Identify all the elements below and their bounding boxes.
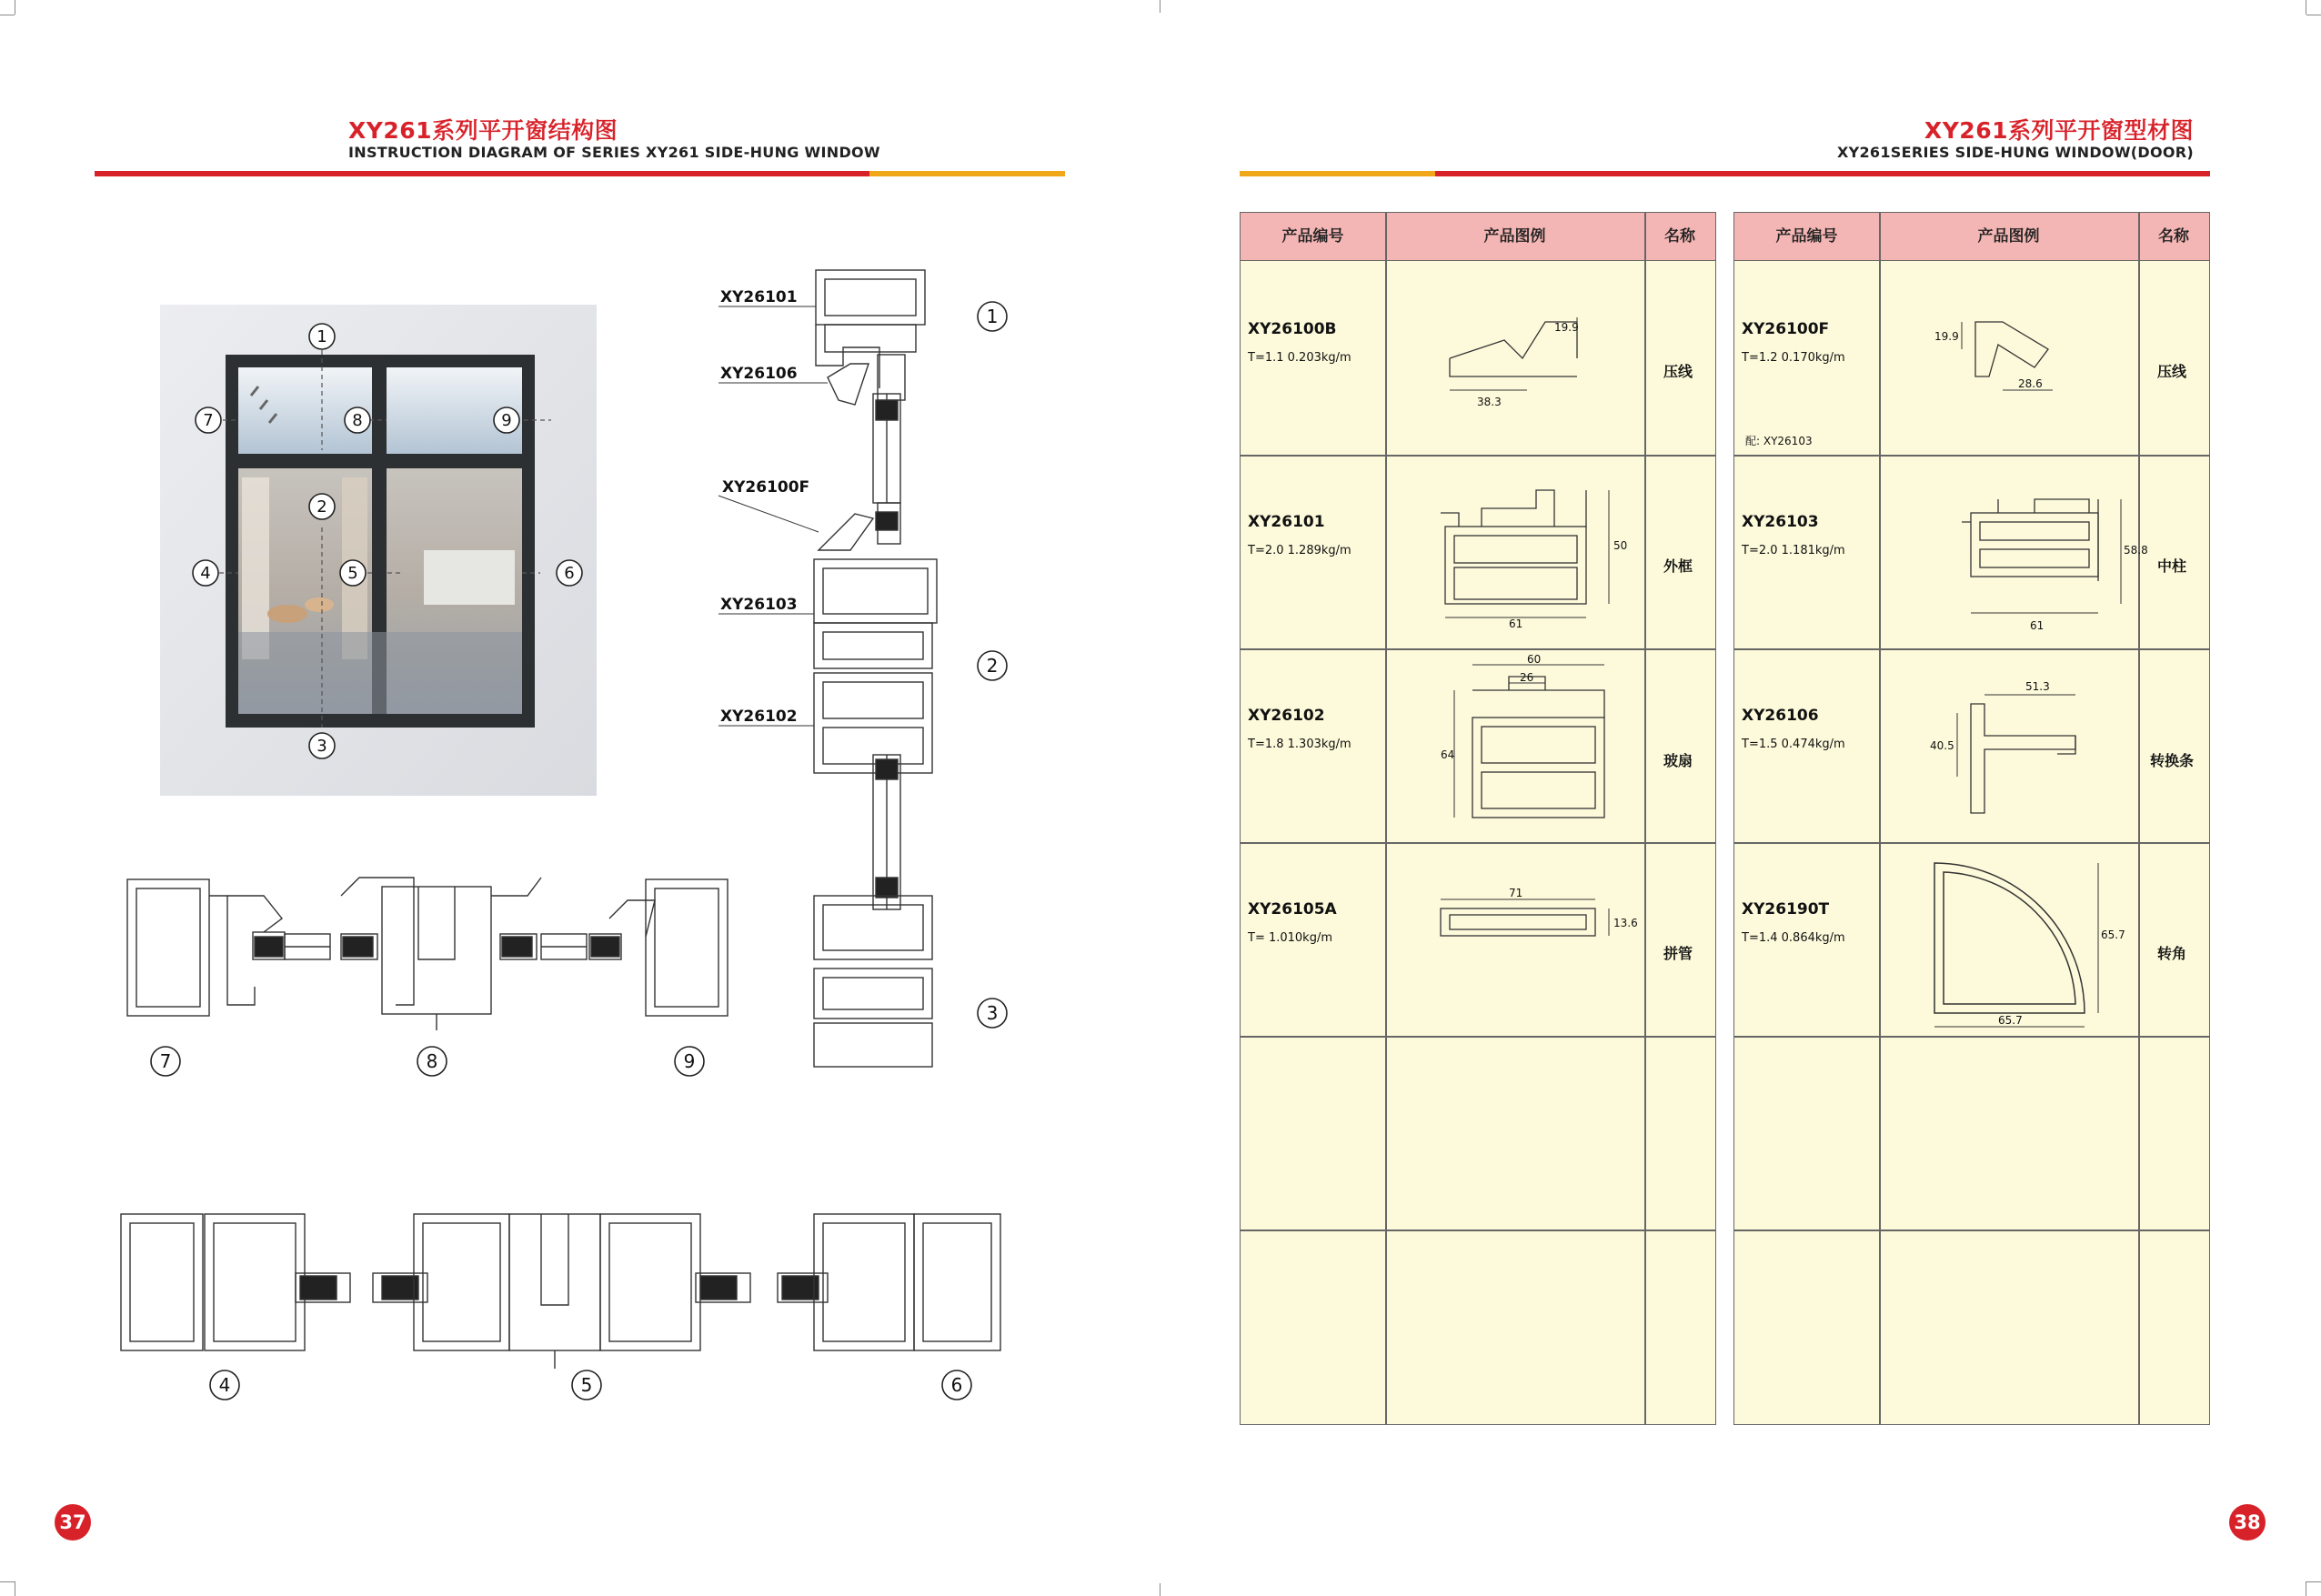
label-xy26102: XY26102 xyxy=(720,708,798,726)
profile-xy26105a-drawing xyxy=(1432,886,1641,977)
profile-xy26106-drawing xyxy=(1916,668,2135,822)
table-row-code: XY26190T xyxy=(1742,900,1830,918)
profile-table-left xyxy=(1240,212,1716,1425)
window-callouts xyxy=(160,305,597,814)
table-row-name: 转角 xyxy=(2156,945,2186,962)
table-row-name: 玻扇 xyxy=(1663,752,1693,769)
left-page-title-en: INSTRUCTION DIAGRAM OF SERIES XY261 SIDE-HUNG WINDOW xyxy=(348,144,880,161)
dim-value: 50 xyxy=(1613,539,1628,552)
header-product-code: 产品编号 xyxy=(1775,227,1838,246)
left-title-rule-accent xyxy=(869,171,1065,176)
table-row-spec: T=1.5 0.474kg/m xyxy=(1742,738,1845,751)
svg-text:5: 5 xyxy=(580,1374,593,1396)
header-name: 名称 xyxy=(1664,227,1695,246)
svg-text:3: 3 xyxy=(986,1002,999,1024)
dim-value: 51.3 xyxy=(2025,680,2050,693)
svg-text:9: 9 xyxy=(501,411,512,430)
dim-value: 40.5 xyxy=(1930,739,1954,752)
left-page-title-cn: XY261系列平开窗结构图 xyxy=(348,117,618,144)
header-product-code: 产品编号 xyxy=(1281,227,1344,246)
left-title-rule xyxy=(95,171,869,176)
label-xy26103: XY26103 xyxy=(720,596,798,614)
dim-value: 19.9 xyxy=(1554,321,1579,334)
header-product-drawing: 产品图例 xyxy=(1483,227,1546,246)
profile-xy26100f-drawing xyxy=(1934,304,2080,413)
dim-value: 28.6 xyxy=(2018,377,2043,390)
profile-xy26102-drawing xyxy=(1418,654,1636,836)
profile-xy26190t-drawing xyxy=(1921,849,2130,1031)
svg-text:6: 6 xyxy=(950,1374,963,1396)
profile-table-right xyxy=(1733,212,2210,1425)
dim-value: 19.9 xyxy=(1934,330,1959,343)
svg-text:8: 8 xyxy=(426,1050,438,1072)
svg-text:7: 7 xyxy=(159,1050,172,1072)
dim-value: 58.8 xyxy=(2124,544,2148,557)
right-title-rule-accent xyxy=(1240,171,1435,176)
table-row-name: 压线 xyxy=(2156,363,2186,380)
svg-text:1: 1 xyxy=(316,327,327,346)
right-page-title-en: XY261SERIES SIDE-HUNG WINDOW(DOOR) xyxy=(1836,144,2194,161)
table-row-spec: T=2.0 1.289kg/m xyxy=(1248,544,1351,557)
svg-text:6: 6 xyxy=(564,564,575,583)
svg-text:2: 2 xyxy=(986,655,999,677)
svg-text:3: 3 xyxy=(316,737,327,756)
dim-value: 64 xyxy=(1441,748,1455,761)
svg-text:4: 4 xyxy=(218,1374,231,1396)
dim-value: 13.6 xyxy=(1613,917,1638,929)
svg-text:8: 8 xyxy=(352,411,363,430)
table-row-spec: T=1.8 1.303kg/m xyxy=(1248,738,1351,751)
table-row-code: XY26106 xyxy=(1742,707,1819,725)
right-page-title-cn: XY261系列平开窗型材图 xyxy=(1924,117,2194,144)
profile-xy26101-drawing xyxy=(1427,477,1636,631)
table-row-code: XY26102 xyxy=(1248,707,1325,725)
label-xy26101: XY26101 xyxy=(720,288,798,306)
svg-text:2: 2 xyxy=(316,497,327,517)
right-title-rule xyxy=(1435,171,2210,176)
table-row-spec: T=1.2 0.170kg/m xyxy=(1742,351,1845,365)
label-xy26100f: XY26100F xyxy=(722,478,810,497)
svg-text:4: 4 xyxy=(200,564,211,583)
svg-text:9: 9 xyxy=(683,1050,696,1072)
svg-text:1: 1 xyxy=(986,306,999,327)
dim-value: 60 xyxy=(1527,653,1542,666)
table-row-name: 拼管 xyxy=(1663,945,1693,962)
header-product-drawing: 产品图例 xyxy=(1977,227,2040,246)
dim-value: 65.7 xyxy=(1998,1014,2023,1027)
table-row-name: 转换条 xyxy=(2149,752,2194,769)
table-row-code: XY26103 xyxy=(1742,513,1819,531)
dim-value: 38.3 xyxy=(1477,396,1502,408)
table-row-spec: T=2.0 1.181kg/m xyxy=(1742,544,1845,557)
right-page-number: 38 xyxy=(2229,1504,2266,1541)
table-row-code: XY26101 xyxy=(1248,513,1325,531)
vertical-section-drawing xyxy=(709,259,1019,1078)
dim-value: 65.7 xyxy=(2101,928,2125,941)
horizontal-section-top xyxy=(118,868,755,1087)
dim-value: 61 xyxy=(2030,619,2045,632)
table-row-code: XY26100F xyxy=(1742,320,1830,338)
dim-value: 26 xyxy=(1520,671,1534,684)
label-xy26106: XY26106 xyxy=(720,365,798,383)
dim-value: 61 xyxy=(1509,617,1523,630)
profile-xy26103-drawing xyxy=(1944,477,2148,632)
svg-text:5: 5 xyxy=(347,564,358,583)
table-row-spec: T= 1.010kg/m xyxy=(1248,931,1333,945)
table-row-code: XY26105A xyxy=(1248,900,1337,918)
table-row-code: XY26100B xyxy=(1248,320,1337,338)
table-row-note: 配: XY26103 xyxy=(1745,435,1813,447)
table-row-name: 外框 xyxy=(1663,557,1693,575)
horizontal-section-bottom xyxy=(114,1205,1023,1423)
table-row-spec: T=1.4 0.864kg/m xyxy=(1742,931,1845,945)
left-page-number: 37 xyxy=(55,1504,91,1541)
table-row-name: 压线 xyxy=(1663,363,1693,380)
table-row-name: 中柱 xyxy=(2156,557,2186,575)
svg-text:7: 7 xyxy=(203,411,214,430)
dim-value: 71 xyxy=(1509,887,1523,899)
profile-xy26100b-drawing xyxy=(1441,304,1604,413)
header-name: 名称 xyxy=(2158,227,2189,246)
table-row-spec: T=1.1 0.203kg/m xyxy=(1248,351,1351,365)
